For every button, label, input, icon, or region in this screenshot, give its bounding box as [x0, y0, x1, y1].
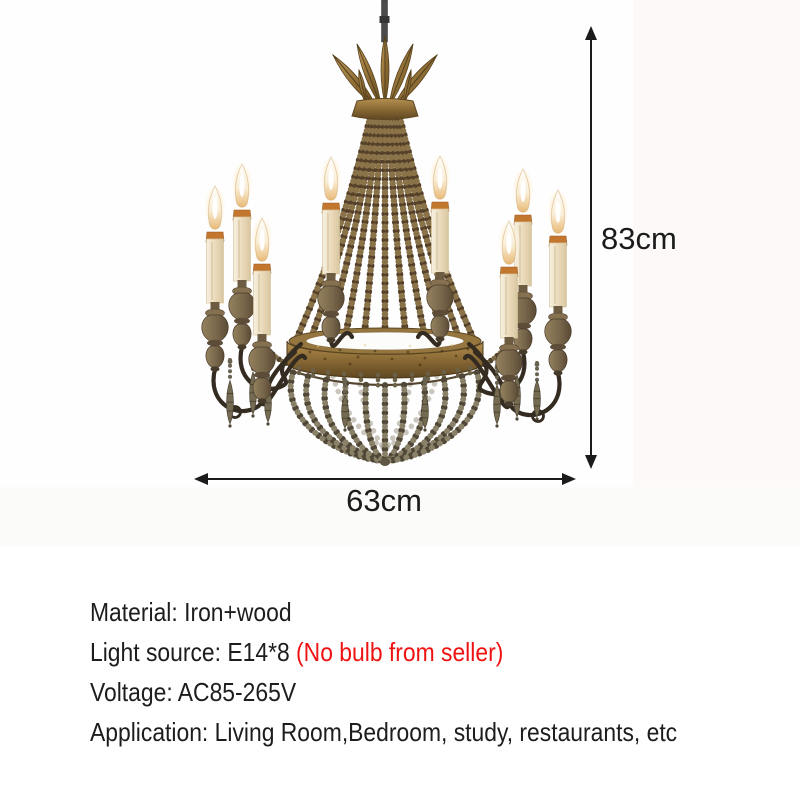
spec-material: Material: Iron+wood: [90, 597, 292, 627]
basket-front-strands: [291, 373, 479, 466]
spec-light-source-text: Light source: E14*8: [90, 637, 297, 667]
product-specs: [90, 592, 757, 752]
width-dimension-label: 63cm: [346, 483, 422, 518]
width-dimension-line: [197, 478, 573, 480]
bronze-ring: [287, 328, 483, 378]
arrow-up-icon: [585, 26, 597, 40]
spec-application: Application: Living Room,Bedroom, study, restaurants, etc: [90, 717, 678, 747]
candle-light: [229, 164, 256, 350]
candle-light: [545, 190, 572, 376]
spec-no-bulb-note: (No bulb from seller): [296, 637, 504, 667]
chandelier-illustration: [150, 0, 620, 480]
height-dimension-label: 83cm: [601, 221, 677, 256]
spec-voltage: Voltage: AC85-265V: [90, 677, 297, 707]
height-dimension-line: [590, 30, 592, 466]
crown-finial: [333, 0, 437, 120]
spec-light-source: [90, 632, 677, 672]
arrow-down-icon: [585, 455, 597, 469]
candle-light: [202, 186, 229, 372]
